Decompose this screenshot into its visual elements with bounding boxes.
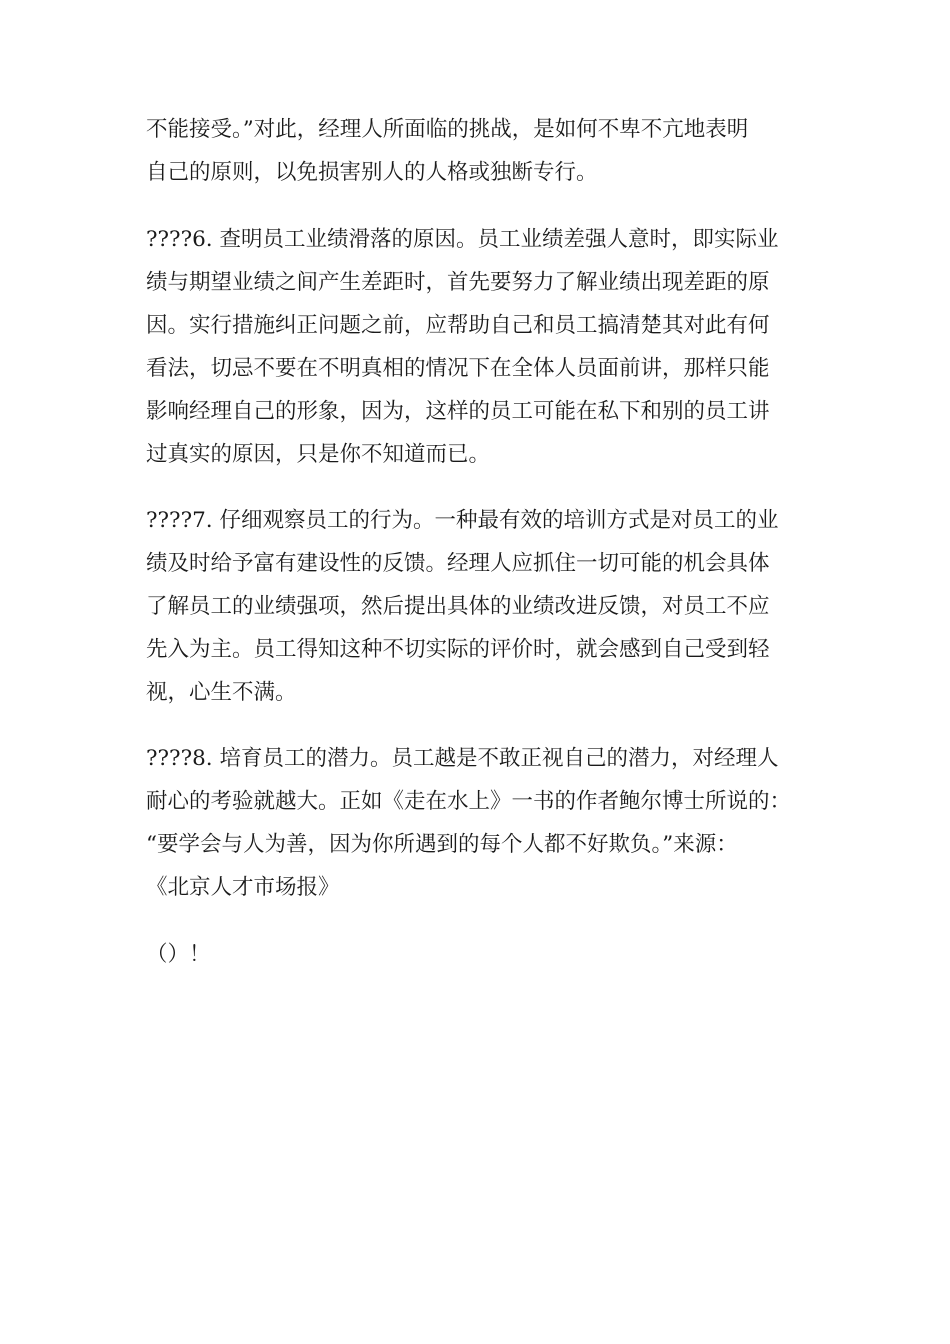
text-line: ????8. 培育员工的潜力。员工越是不敢正视自己的潜力，对经理人: [146, 746, 779, 771]
paragraph-item-6: [146, 218, 816, 476]
text-line: 不能接受。”对此，经理人所面临的挑战，是如何不卑不亢地表明: [146, 117, 749, 142]
text-line: 耐心的考验就越大。正如《走在水上》一书的作者鲍尔博士所说的：: [146, 789, 792, 814]
text-line: 绩与期望业绩之间产生差距时，首先要努力了解业绩出现差距的原: [146, 270, 770, 295]
text-line: 视，心生不满。: [146, 680, 297, 705]
text-line: ????7. 仔细观察员工的行为。一种最有效的培训方式是对员工的业: [146, 508, 779, 533]
text-line: 了解员工的业绩强项，然后提出具体的业绩改进反馈，对员工不应: [146, 594, 770, 619]
text-line: 自己的原则，以免损害别人的人格或独断专行。: [146, 160, 598, 185]
text-line: “要学会与人为善，因为你所遇到的每个人都不好欺负。”来源：: [146, 832, 738, 857]
text-line: （）！: [146, 942, 211, 967]
paragraph-intro-continuation: [146, 108, 816, 194]
paragraph-item-7: [146, 499, 816, 714]
paragraph-trailer: [146, 933, 816, 976]
text-line: 影响经理自己的形象，因为，这样的员工可能在私下和别的员工讲: [146, 399, 770, 424]
text-line: 因。实行措施纠正问题之前，应帮助自己和员工搞清楚其对此有何: [146, 313, 770, 338]
text-line: 先入为主。员工得知这种不切实际的评价时，就会感到自己受到轻: [146, 637, 770, 662]
paragraph-item-8: [146, 737, 816, 909]
text-line: 过真实的原因，只是你不知道而已。: [146, 442, 491, 467]
text-line: 《北京人才市场报》: [146, 875, 340, 900]
text-line: ????6. 查明员工业绩滑落的原因。员工业绩差强人意时，即实际业: [146, 227, 779, 252]
text-line: 看法，切忌不要在不明真相的情况下在全体人员面前讲，那样只能: [146, 356, 770, 381]
text-line: 绩及时给予富有建设性的反馈。经理人应抓住一切可能的机会具体: [146, 551, 770, 576]
